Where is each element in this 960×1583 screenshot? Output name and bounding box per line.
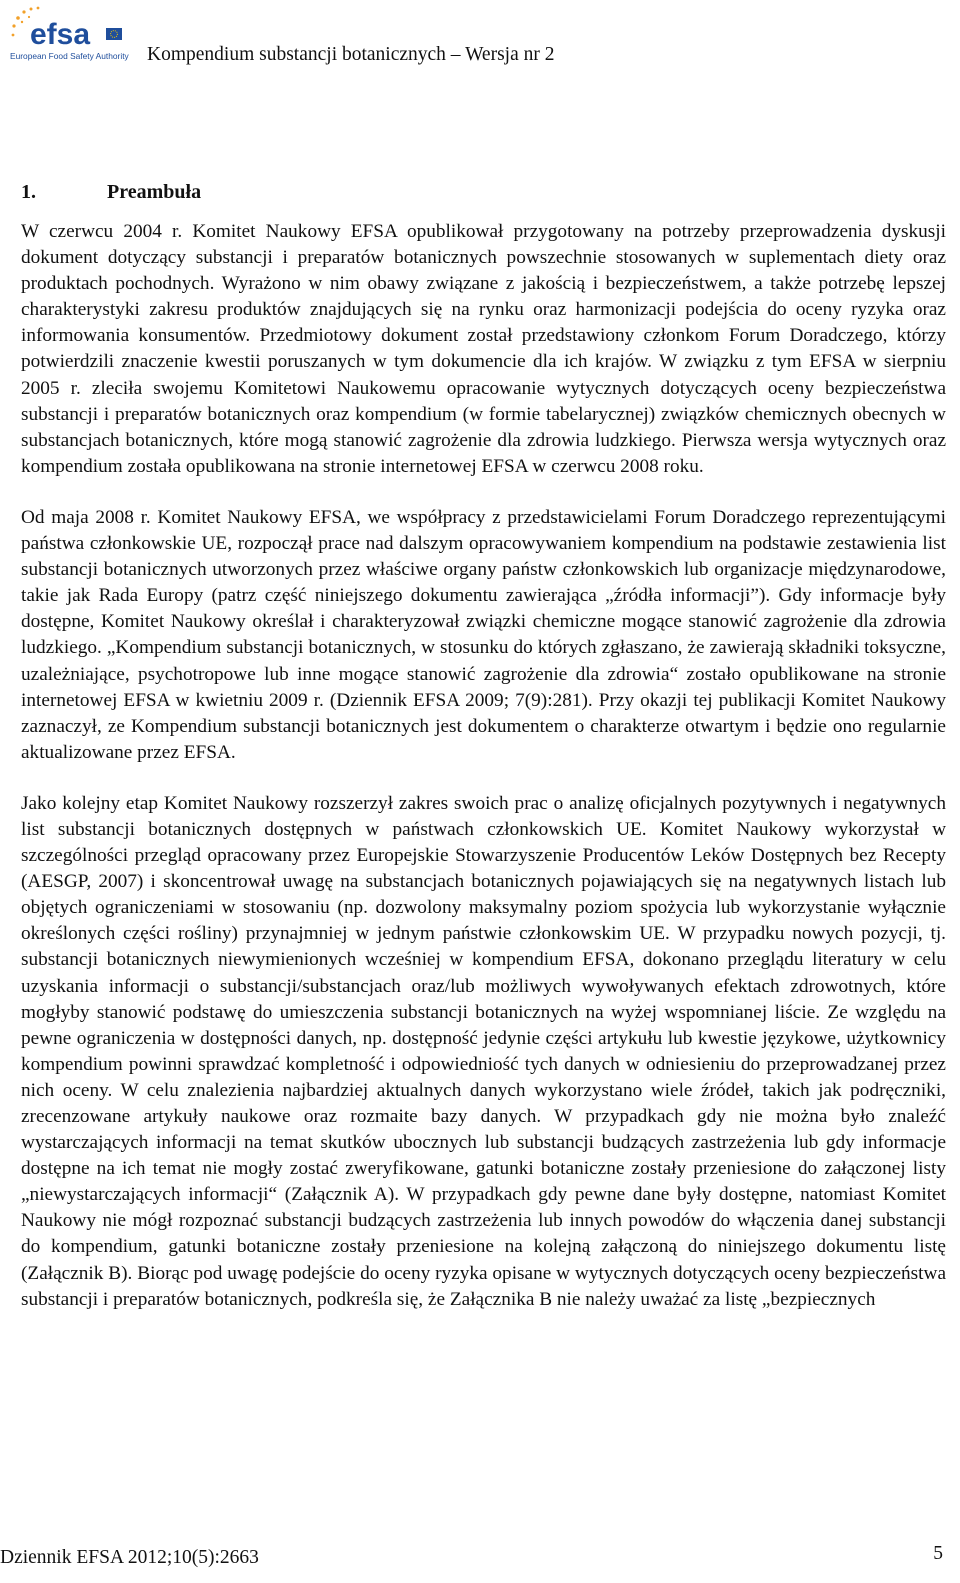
body-text (21, 219, 946, 1313)
paragraph-3: Jako kolejny etap Komitet Naukowy rozszerzył zakres swoich prac o analizę oficjalnych pozytywnych i negatywnych list substancji botanicznych dostępnych w państwach członkowskich UE. Komitet Naukowy wykorzystał w szczególności przegląd opracowany przez Europejskie Stowarzyszenie Producentów Leków Dostępnych bez Recepty (AESGP, 2007) i skoncentrował uwagę na substancjach botanicznych pojawiających się na negatywnych listach lub objętych ograniczeniami w stosowaniu (np. dozwolony maksymalny poziom spożycia lub wykorzystanie wyłącznie określonych części rośliny) przynajmniej w jednym państwie członkowskim UE. W przypadku nowych pozycji, tj. substancji botanicznych niewymienionych wcześniej w kompendium EFSA, dokonano przeglądu literatury w celu uzyskania informacji o substancji/substancjach oraz/lub możliwych wywoływanych efektach zdrowotnych, które mogłyby stanowić podstawę do umieszczenia substancji botanicznych na wyżej wspomnianej liście. Ze względu na pewne ograniczenia w dostępności danych, np. dostępność jedynie części artykułu lub kwestie językowe, użytkownicy kompendium powinni sprawdzać kompletność i odpowiedniość tych danych w odniesieniu do przeprowadzanej przez nich oceny. W celu znalezienia najbardziej aktualnych danych wykorzystano wiele źródeł, takich jak podręczniki, zrecenzowane artykuły naukowe oraz rozmaite bazy danych. W przypadkach gdy nie można było znaleźć wystarczających informacji na temat skutków ubocznych lub substancji budzących zastrzeżenia lub gdy informacje dostępne na ich temat nie mogły zostać zweryfikowane, gatunki botaniczne zostały przeniesione do załączonej listy „niewystarczających informacji“ (Załącznik A). W przypadkach gdy pewne dane były dostępne, natomiast Komitet Naukowy nie mógł rozpoznać substancji budzących zastrzeżenia lub innych powodów do włączenia danej substancji do kompendium, gatunki botaniczne zostały przeniesione na kolejną załączoną do niniejszego dokumentu listę (Załącznik B). Biorąc pod uwagę podejście do oceny ryzyka opisane w wytycznych dotyczących oceny bezpieczeństwa substancji i preparatów botanicznych, podkreśla się, że Załącznika B nie należy uważać za listę „bezpiecznych (21, 792, 946, 1310)
paragraph-1: W czerwcu 2004 r. Komitet Naukowy EFSA opublikował przygotowany na potrzeby przeprowadzenia dyskusji dokument dotyczący substancji i preparatów botanicznych powszechnie stosowanych w suplementach diety oraz produktach pochodnych. Wyrażono w nim obawy związane z jakością i bezpieczeństwem, a także potrzebę lepszej charakterystyki zakresu produktów znajdujących się na rynku oraz harmonizacji podejścia do oceny ryzyka oraz informowania konsumentów. Przedmiotowy dokument został przedstawiony członkom Forum Doradczego, którzy potwierdzili znaczenie kwestii poruszanych w tym dokumencie dla ich krajów. W związku z tym EFSA w sierpniu 2005 r. zleciła swojemu Komitetowi Naukowemu opracowanie wytycznych dotyczących oceny bezpieczeństwa substancji i preparatów botanicznych oraz kompendium (w formie tabelarycznej) związków chemicznych obecnych w substancjach botanicznych, które mogą stanowić zagrożenie dla zdrowia ludzkiego. Pierwsza wersja wytycznych oraz kompendium została opublikowana na stronie internetowej EFSA w czerwcu 2008 roku. (21, 221, 946, 477)
running-title: Kompendium substancji botanicznych – Wersja nr 2 (147, 44, 555, 65)
eu-flag-icon (106, 28, 122, 40)
page-number: 5 (933, 1543, 943, 1564)
page-header (0, 0, 960, 80)
paragraph-2: Od maja 2008 r. Komitet Naukowy EFSA, we współpracy z przedstawicielami Forum Doradczego reprezentującymi państwa członkowskie UE, rozpoczął prace nad dalszym opracowywaniem kompendium na podstawie zestawienia list substancji botanicznych utworzonych przez właściwe organy państw członkowskich lub organizacje międzynarodowe, takie jak Rada Europy (patrz część niniejszego dokumentu zawierająca „źródła informacji”). Gdy informacje były dostępne, Komitet Naukowy określał i charakteryzował związki chemiczne mogące stanowić zagrożenie dla zdrowia ludzkiego. „Kompendium substancji botanicznych, w stosunku do których zgłaszano, że zawierają składniki toksyczne, uzależniające, psychotropowe lub inne mogące stanowić zagrożenie dla zdrowia“ zostało opublikowane na stronie internetowej EFSA w kwietniu 2009 r. (Dziennik EFSA 2009; 7(9):281). Przy okazji tej publikacji Komitet Naukowy zaznaczył, ze Kompendium substancji botanicznych jest dokumentem o charakterze otwartym i będzie ono regularnie aktualizowane przez EFSA. (21, 506, 946, 763)
section-number: 1. (21, 181, 36, 203)
efsa-logo (8, 4, 132, 66)
section-title: Preambuła (107, 181, 202, 203)
footer-journal-reference: Dziennik EFSA 2012;10(5):2663 (0, 1547, 259, 1568)
section-heading (21, 181, 201, 204)
svg-text:European Food Safety Authority: European Food Safety Authority (10, 51, 129, 61)
svg-text:efsa: efsa (30, 18, 91, 51)
